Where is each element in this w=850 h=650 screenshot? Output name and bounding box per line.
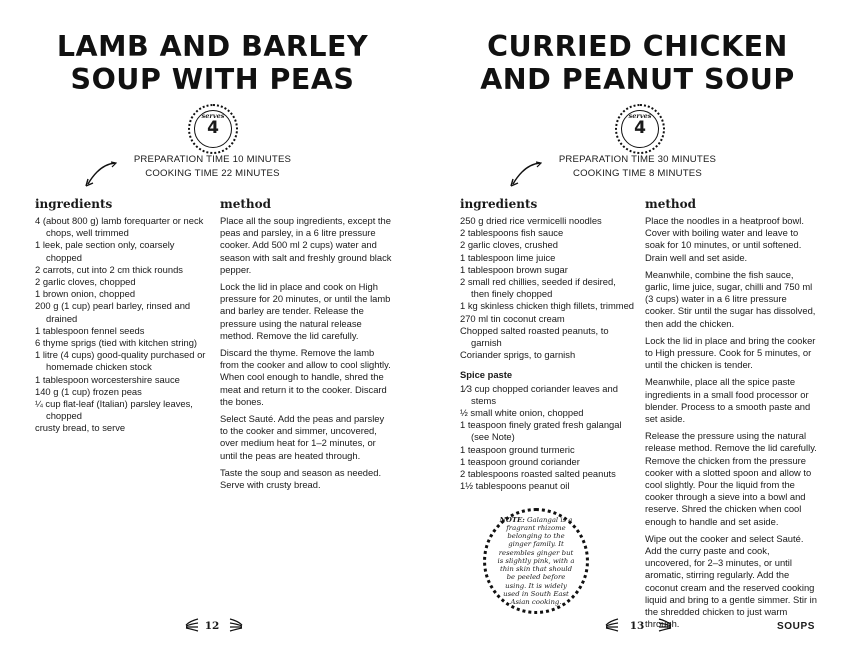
list-item: 2 carrots, cut into 2 cm thick rounds xyxy=(35,263,183,275)
list-item: 270 ml tin coconut cream xyxy=(460,312,565,324)
note-label: NOTE: xyxy=(499,515,525,524)
prep-time: PREPARATION TIME 10 MINUTES xyxy=(133,154,292,165)
cook-time: COOKING TIME 8 MINUTES xyxy=(573,168,702,179)
note-body: Galangal is a fragrant rhizome belonging to the ginger family. It resembles ginger but is slightly pink, with a thin skin that should be peeled before using. It is widely used in South East Asian cooking. xyxy=(497,515,575,606)
list-item: 1 litre (4 cups) good-quality purchased or homemade chicken stock xyxy=(35,349,206,373)
list-item: crusty bread, to serve xyxy=(35,422,126,434)
list-item: 1 tablespoon fennel seeds xyxy=(35,324,145,336)
list-item: 1 tablespoon worcestershire sauce xyxy=(35,373,180,385)
list-item: 1 tablespoon brown sugar xyxy=(460,263,568,275)
serves-label: serves xyxy=(201,112,225,120)
spice-paste-heading: Spice paste xyxy=(460,369,513,381)
title-line-1: LAMB AND BARLEY xyxy=(56,30,369,63)
serves-label: serves xyxy=(628,112,652,120)
list-item: 1 teaspoon finely grated fresh galangal (see Note) xyxy=(460,419,622,443)
list-item: 200 g (1 cup) pearl barley, rinsed and drained xyxy=(35,300,191,324)
list-item: 2 small red chillies, seeded if desired, then finely chopped xyxy=(460,276,616,300)
list-item: ½ small white onion, chopped xyxy=(460,407,584,419)
wheat-ornament-icon xyxy=(227,616,245,634)
list-item: 2 garlic cloves, chopped xyxy=(35,276,136,288)
method-step: Lock the lid in place and cook on High pressure for 20 minutes, or until the lamb and barley are tender. Release the pressure using the natural release method. Remove the lid carefully. xyxy=(220,281,391,341)
title-line-1: CURRIED CHICKEN xyxy=(487,30,788,63)
cook-time: COOKING TIME 22 MINUTES xyxy=(145,168,280,179)
ingredients-heading: ingredients xyxy=(460,197,538,211)
method-step: Release the pressure using the natural release method. Remove the lid carefully. Remove the chicken from the pressure cooker with a slotted spoon and allow to cool slightly. Pour the liquid from the cooker through a sieve into a bowl and reserve. Shred the chicken when cool enough to handle and set aside. xyxy=(645,430,817,527)
list-item: 6 thyme sprigs (tied with kitchen string) xyxy=(35,337,198,349)
list-item: 140 g (1 cup) frozen peas xyxy=(35,385,142,397)
recipe-times xyxy=(0,153,425,181)
section-name: SOUPS xyxy=(776,621,815,632)
list-item: 4 (about 800 g) lamb forequarter or neck chops, well trimmed xyxy=(35,215,204,239)
method-step: Place the noodles in a heatproof bowl. Cover with boiling water and leave to soak for 10 minutes, or until softened. Drain well and set aside. xyxy=(645,215,804,263)
list-item: 2 tablespoons fish sauce xyxy=(460,227,564,239)
serves-badge xyxy=(615,104,665,154)
recipe-times xyxy=(425,153,850,181)
method-step: Select Sauté. Add the peas and parsley to the cooker and simmer, uncovered, over medium heat for 1–2 minutes, or until the peas are heated through. xyxy=(220,413,385,461)
method-heading: method xyxy=(220,197,271,211)
ingredients-list xyxy=(35,215,210,435)
galangal-note xyxy=(483,508,589,614)
list-item: 1½ tablespoons peanut oil xyxy=(460,480,570,492)
ingredients-list xyxy=(460,215,635,492)
method-step: Lock the lid in place and bring the cooker to High pressure. Cook for 5 minutes, or until the chicken is tender. xyxy=(645,334,816,371)
list-item: 1 teaspoon ground turmeric xyxy=(460,443,575,455)
prep-time: PREPARATION TIME 30 MINUTES xyxy=(558,154,717,165)
method-step: Place all the soup ingredients, except the peas and parsley, in a 6 litre pressure cooker. Add 500 ml 2 cups) water and season with salt and freshly ground black pepper. xyxy=(220,215,392,275)
page-number: 13 xyxy=(629,620,645,632)
list-item: 1⁄3 cup chopped coriander leaves and stems xyxy=(460,382,618,406)
wheat-ornament-icon xyxy=(603,616,621,634)
title-line-2: AND PEANUT SOUP xyxy=(480,63,795,96)
serves-count: 4 xyxy=(634,118,646,138)
method-step: Meanwhile, combine the fish sauce, garlic, lime juice, sugar, chilli and 750 ml (3 cups) water in a 6 litre pressure cooker. Stir until the sugar has dissolved, then add the chicken. xyxy=(645,268,816,329)
method-step: Taste the soup and season as needed. Serve with crusty bread. xyxy=(220,466,382,491)
method-steps xyxy=(220,215,392,496)
recipe-title xyxy=(0,30,425,96)
ingredients-heading: ingredients xyxy=(35,197,113,211)
list-item: Coriander sprigs, to garnish xyxy=(460,349,576,361)
page-number: 12 xyxy=(204,620,220,632)
list-item: 1 teaspoon ground coriander xyxy=(460,455,580,467)
list-item: Chopped salted roasted peanuts, to garnish xyxy=(460,324,609,349)
list-item: 1 tablespoon lime juice xyxy=(460,251,556,263)
serves-count: 4 xyxy=(207,118,219,138)
serves-badge xyxy=(188,104,238,154)
list-item: 2 garlic cloves, crushed xyxy=(460,239,558,251)
recipe-title xyxy=(425,30,850,96)
method-steps xyxy=(645,215,817,636)
wheat-ornament-icon xyxy=(656,616,674,634)
method-step: Wipe out the cooker and select Sauté. Add the curry paste and cook, uncovered, for 2–3 minutes, or until aromatic, stirring regularly. Add the coconut cream and the reserved cooking liquid and bring to a gentle simmer. Stir in the shredded chicken to just warm through. xyxy=(645,532,817,630)
method-step: Meanwhile, place all the spice paste ingredients in a small food processor or blender. Process to a smooth paste and set aside. xyxy=(645,376,811,425)
title-line-2: SOUP WITH PEAS xyxy=(70,63,355,96)
method-heading: method xyxy=(645,197,696,211)
method-step: Discard the thyme. Remove the lamb from the cooker and allow to cool slightly. When cool enough to handle, shred the meat and return it to the cooker. Discard the bones. xyxy=(220,347,391,407)
list-item: 1 leek, pale section only, coarsely chopped xyxy=(35,239,175,263)
list-item: ¼ cup flat-leaf (Italian) parsley leaves, chopped xyxy=(35,398,193,422)
list-item: 1 brown onion, chopped xyxy=(35,288,136,300)
note-text-block xyxy=(496,516,576,606)
list-item: 2 tablespoons roasted salted peanuts xyxy=(460,468,616,480)
list-item: 1 kg skinless chicken thigh fillets, trimmed xyxy=(460,300,635,312)
list-item: 250 g dried rice vermicelli noodles xyxy=(460,215,602,226)
